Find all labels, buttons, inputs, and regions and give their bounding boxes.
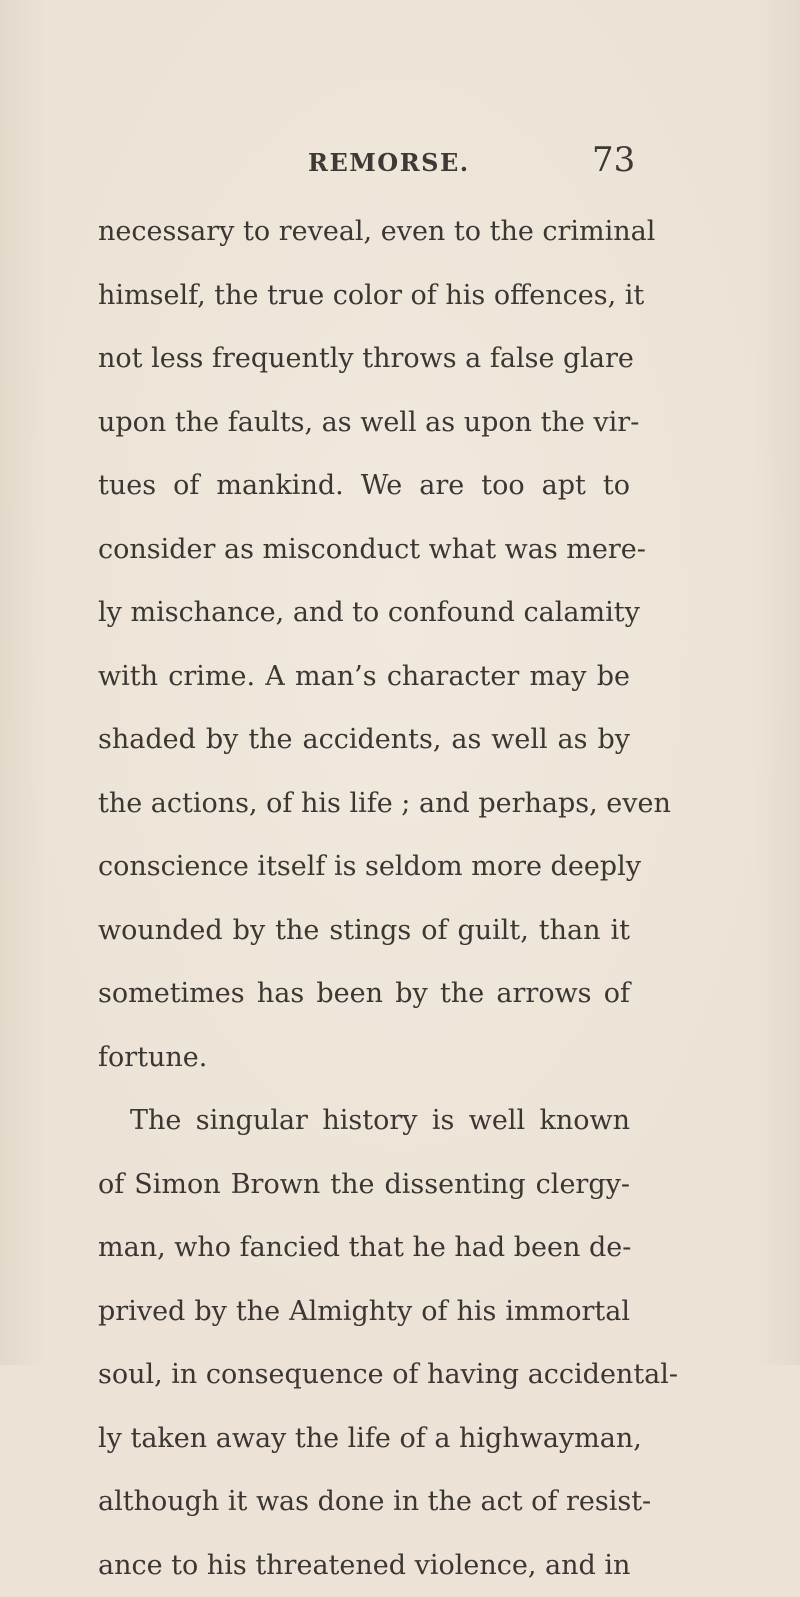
text-line: soul, in consequence of having accidental-: [98, 1343, 630, 1407]
text-line: wounded by the stings of guilt, than it: [98, 899, 630, 963]
text-line: although it was done in the act of resist-: [98, 1470, 630, 1534]
text-line: himself, the true color of his offences, it: [98, 264, 630, 328]
running-title: REMORSE.: [308, 148, 470, 177]
text-line: The singular history is well known: [98, 1089, 630, 1153]
text-line: fortune.: [98, 1026, 630, 1090]
text-line: man, who fancied that he had been de-: [98, 1216, 630, 1280]
body-text: [98, 200, 630, 1597]
page-number: 73: [592, 140, 635, 180]
text-line: conscience itself is seldom more deeply: [98, 835, 630, 899]
text-line: consider as misconduct what was mere-: [98, 518, 630, 582]
text-line: sometimes has been by the arrows of: [98, 962, 630, 1026]
text-line: upon the faults, as well as upon the vir-: [98, 391, 630, 455]
text-line: not less frequently throws a false glare: [98, 327, 630, 391]
text-line: shaded by the accidents, as well as by: [98, 708, 630, 772]
text-line: prived by the Almighty of his immortal: [98, 1280, 630, 1344]
text-line: with crime. A man’s character may be: [98, 645, 630, 709]
text-line: ly mischance, and to confound calamity: [98, 581, 630, 645]
page-header: [0, 140, 800, 190]
text-line: tues of mankind. We are too apt to: [98, 454, 630, 518]
text-line: necessary to reveal, even to the criminal: [98, 200, 630, 264]
text-line: ly taken away the life of a highwayman,: [98, 1407, 630, 1471]
text-line: of Simon Brown the dissenting clergy-: [98, 1153, 630, 1217]
text-line: the actions, of his life ; and perhaps, even: [98, 772, 630, 836]
text-line: ance to his threatened violence, and in: [98, 1534, 630, 1597]
